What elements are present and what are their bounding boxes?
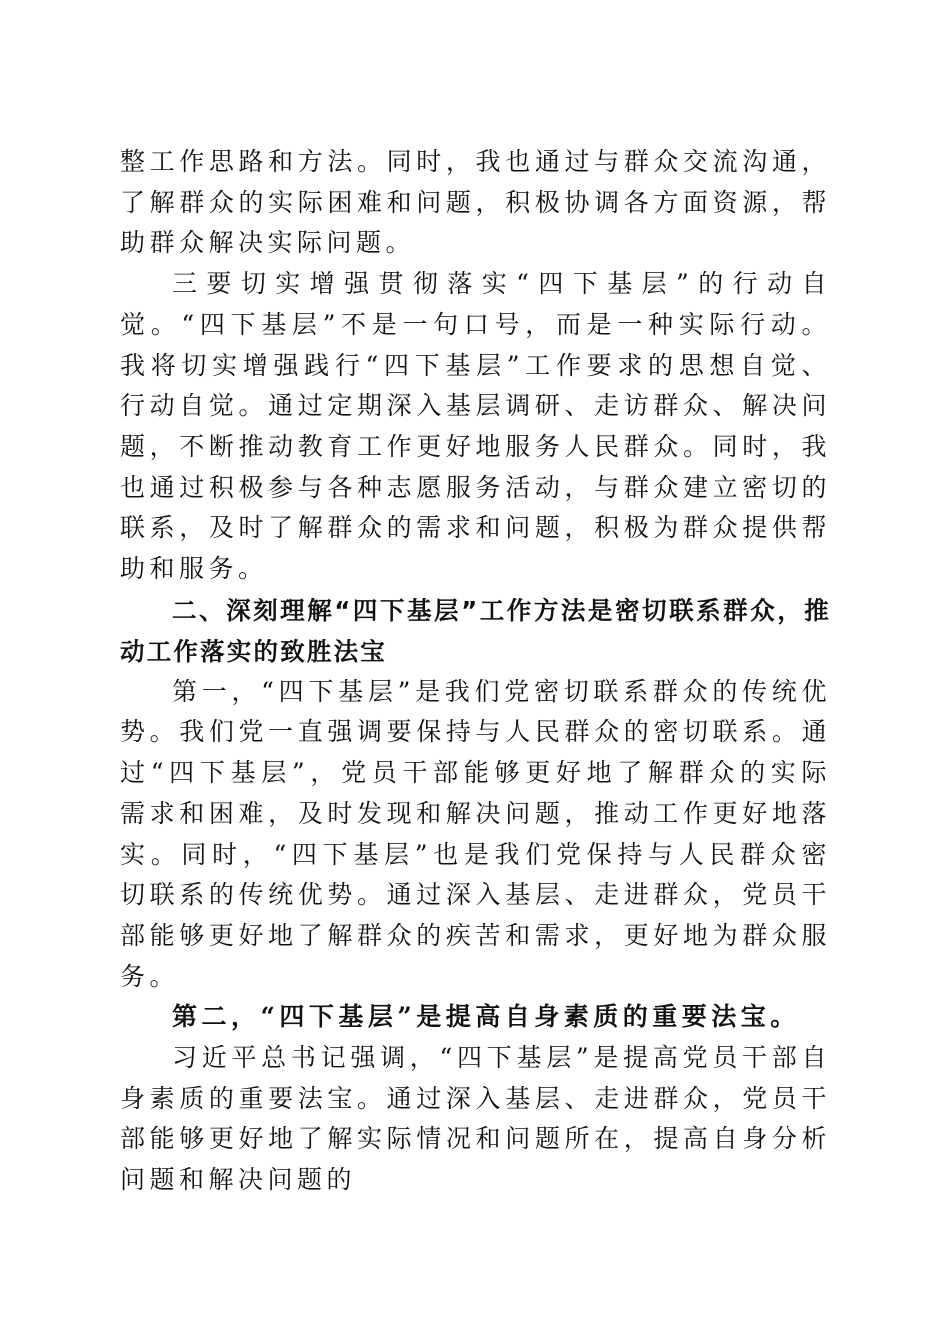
section-heading-two: 二、深刻理解“四下基层”工作方法是密切联系群众，推动工作落实的致胜法宝 [120, 595, 831, 666]
paragraph-point-one: 第一，“四下基层”是我们党密切联系群众的传统优势。我们党一直强调要保持与人民群众的密切联系。通过“四下基层”，党员干部能够更好地了解群众的实际需求和困难，及时发现和解决问题，推动工作更好地落实。同时，“四下基层”也是我们党保持与人民群众密切联系的传统优势。通过深入基层、走进群众，党员干部能够更好地了解群众的疾苦和需求，更好地为群众服务。 [120, 676, 831, 991]
paragraph-point-two-body: 习近平总书记强调，“四下基层”是提高党员干部自身素质的重要法宝。通过深入基层、走进群众，党员干部能够更好地了解实际情况和问题所在，提高自身分析问题和解决问题的 [120, 1043, 831, 1195]
document-body [120, 142, 831, 1201]
paragraph-point-two-heading: 第二，“四下基层”是提高自身素质的重要法宝。 [172, 1002, 800, 1032]
paragraph-third-requirement: 三要切实增强贯彻落实“四下基层”的行动自觉。“四下基层”不是一句口号，而是一种实际行动。我将切实增强践行“四下基层”工作要求的思想自觉、行动自觉。通过定期深入基层调研、走访群众、解决问题，不断推动教育工作更好地服务人民群众。同时，我也通过积极参与各种志愿服务活动，与群众建立密切的联系，及时了解群众的需求和问题，积极为群众提供帮助和服务。 [120, 269, 831, 584]
paragraph-continuation: 整工作思路和方法。同时，我也通过与群众交流沟通，了解群众的实际困难和问题，积极协调各方面资源，帮助群众解决实际问题。 [120, 147, 831, 258]
